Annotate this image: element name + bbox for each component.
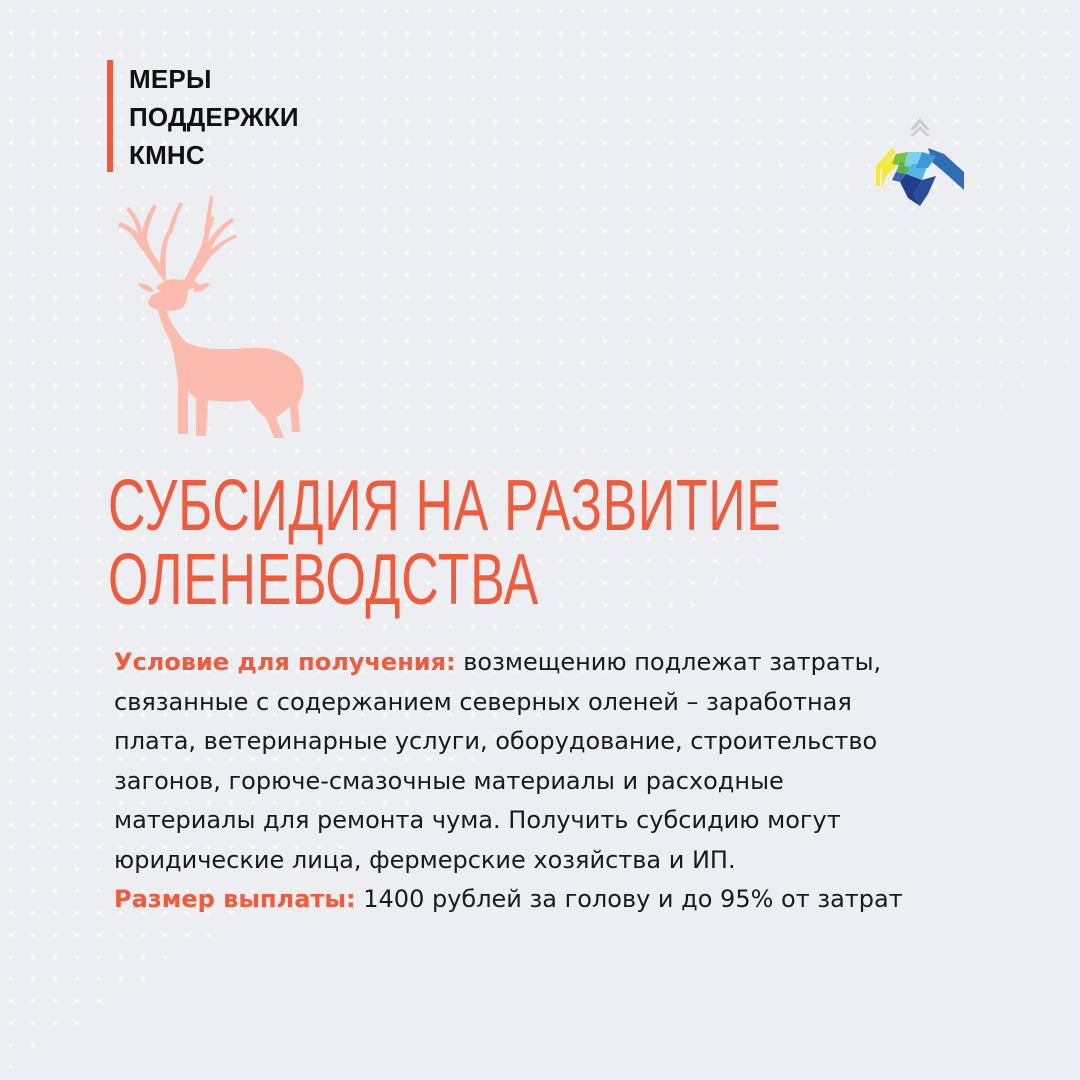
- condition-line-2: связанные с содержанием северных оленей – заработная: [114, 687, 852, 716]
- condition-line-6: юридические лица, фермерские хозяйства и ИП.: [114, 845, 736, 874]
- header-line-2: ПОДДЕРЖКИ: [129, 102, 299, 132]
- condition-text-1: возмещению подлежат затраты,: [455, 648, 882, 676]
- condition-line-3: плата, ветеринарные услуги, оборудование, строительство: [114, 727, 878, 755]
- header-text: [129, 60, 299, 172]
- condition-line-1: [114, 643, 1019, 683]
- header-block: [107, 60, 299, 172]
- deer-icon: [108, 192, 318, 440]
- condition-label: Условие для получения:: [114, 648, 456, 676]
- payment-text: 1400 рублей за голову и до 95% от затрат: [355, 885, 903, 913]
- description-block: [114, 643, 1019, 920]
- payment-label: Размер выплаты:: [114, 885, 356, 913]
- header-line-3: КМНС: [129, 140, 205, 170]
- title-line-2: ОЛЕНЕВОДСТВА: [108, 540, 539, 620]
- header-line-1: МЕРЫ: [129, 64, 212, 94]
- condition-line-4: загонов, горюче-смазочные материалы и расходные: [114, 766, 784, 795]
- condition-line-5: материалы для ремонта чума. Получить субсидию могут: [114, 806, 841, 834]
- page-title: [108, 466, 1044, 620]
- payment-line: [114, 880, 1019, 920]
- logo-icon: [870, 118, 970, 214]
- header-accent-bar: [107, 60, 113, 172]
- title-line-1: СУБСИДИЯ НА РАЗВИТИЕ: [108, 466, 782, 546]
